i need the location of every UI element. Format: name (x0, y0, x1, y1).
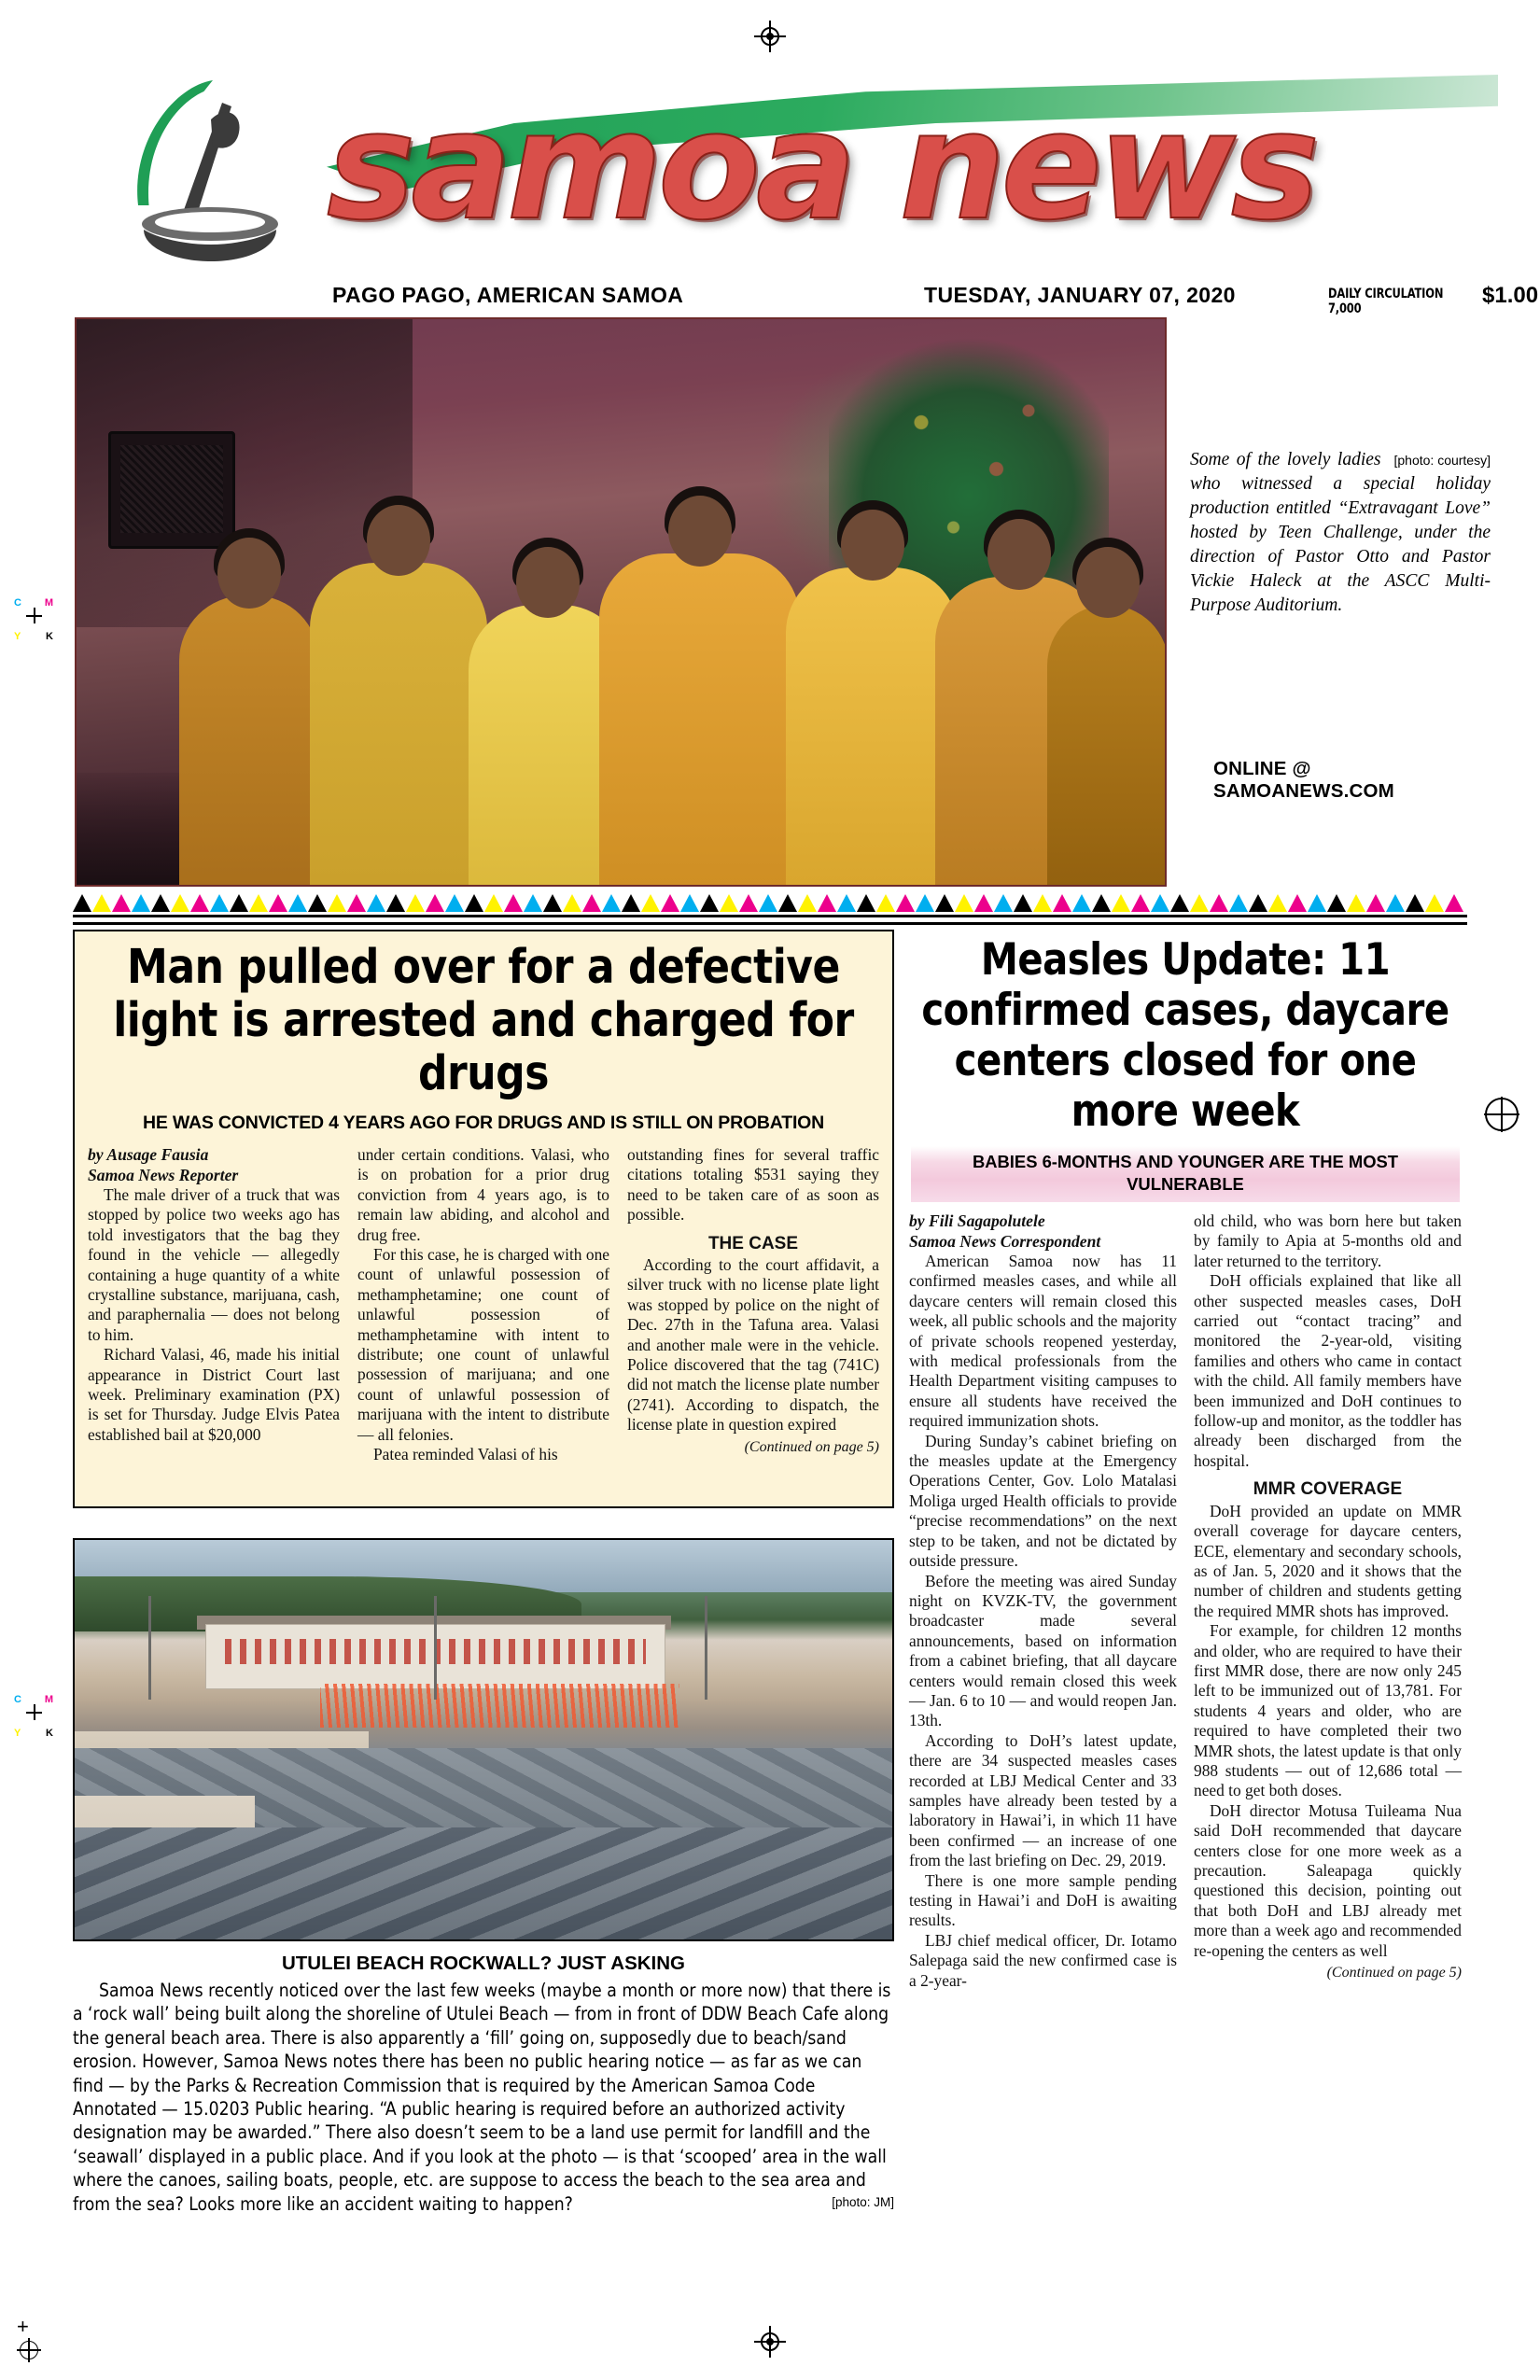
cmyk-triangle (837, 894, 856, 912)
cmyk-triangle (524, 894, 542, 912)
cmyk-triangle (955, 894, 973, 912)
cmyk-triangle (622, 894, 640, 912)
paragraph: under certain conditions. Valasi, who is on probation for a prior drug conviction from 4 years ago, is to remain law abiding, and alcohol and drug free. (357, 1145, 609, 1244)
story-right-section-subhead: MMR COVERAGE (1253, 1479, 1403, 1500)
cmyk-triangle (1268, 894, 1287, 912)
paragraph: Before the meeting was aired Sunday night on KVZK-TV, the government broadcaster made several announcements, based on information from a cabinet briefing, that all daycare centers would remain closed this week — Jan. 6 to 10 — and would reopen Jan. 13th. (909, 1571, 1177, 1730)
cmyk-triangle (445, 894, 464, 912)
story-left-continued[interactable]: (Continued on page 5) (744, 1438, 879, 1455)
daily-circulation: DAILY CIRCULATION 7,000 (1328, 287, 1444, 316)
paragraph: DoH provided an update on MMR overall coverage for daycare centers, ECE, elementary and secondary schools, as of Jan. 5, 2020 and it shows that the number of children and students getting the required MMR shots has improved. (1194, 1501, 1462, 1620)
cmyk-triangle (210, 894, 229, 912)
cyan-label: C (14, 597, 21, 609)
crosshair-icon (26, 1704, 42, 1720)
rule-above-headlines-2 (73, 922, 1467, 925)
cmyk-triangle (857, 894, 875, 912)
beach-photo-credit: [photo: JM] (832, 2195, 894, 2210)
cmyk-triangle (465, 894, 483, 912)
cmyk-triangle (563, 894, 581, 912)
cmyk-triangle (249, 894, 268, 912)
magenta-label: M (44, 1694, 53, 1705)
black-label: K (46, 1728, 53, 1739)
cmyk-triangle (876, 894, 895, 912)
paragraph: Richard Valasi, 46, made his initial appearance in District Court last week. Preliminary examination (PX) is set for Thursday. Judge Elvis Patea established bail at $20,000 (88, 1345, 340, 1444)
cmyk-triangle (504, 894, 523, 912)
cmyk-triangle (1131, 894, 1150, 912)
newspaper-title: samoa news (327, 78, 1315, 253)
lead-photo-credit: [photo: courtesy] (1393, 453, 1491, 468)
beach-caption-text: Samoa News recently noticed over the last few weeks (maybe a month or more now) that there is a ‘rock wall’ being built along the shoreline of Utulei Beach — from in front of DDW Beach Cafe along the general beach area. There is also apparently a ‘fill’ going on, supposedly due to beach/sand erosion. However, Samoa News notes there has been no public hearing notice — as far as we can find — by the Parks & Recreation Commission that is required by the American Samoa Code Annotated — 15.0203 Public hearing. “A public hearing is required before an authorized activity designation may be awarded.” There also doesn’t seem to be a land use permit for landfill and the ‘seawall’ displayed in a public place. And if you look at the photo — is that ‘scooped’ area in the wall where the canoes, sailing boats, people, etc. are suppose to access the beach to the sea area and from the sea? Looks more like an accident waiting to happen? (73, 1980, 891, 2215)
cmyk-triangle (269, 894, 287, 912)
cmyk-triangle (543, 894, 562, 912)
paragraph: For example, for children 12 months and older, who are required to have their first MMR dose, there are now only 245 left to be immunized out of 13,781. For students 4 years and older, who are required to have completed their two MMR shots, the latest update is that only 988 students — out of 12,686 total — need to get both doses. (1194, 1621, 1462, 1800)
story-right (903, 930, 1467, 2311)
cmyk-triangle (1327, 894, 1346, 912)
lead-photo (75, 317, 1167, 887)
cmyk-triangle (1347, 894, 1365, 912)
paragraph: The male driver of a truck that was stopped by police two weeks ago has told investigators that the bag they found in the vehicle — allegedly containing a huge quantity of a white crystalline substance, marijuana, cash, and paraphernalia — does not belong to him. (88, 1185, 340, 1344)
cmyk-triangle (641, 894, 660, 912)
story-right-column-2 (1194, 1211, 1462, 1991)
cmyk-triangle (230, 894, 248, 912)
paragraph: According to DoH’s latest update, there are 34 suspected measles cases recorded at LBJ Medical Center and 33 samples have already been tested by a laboratory in Hawai’i, in which 11 have been confirmed — an increase of one from the last briefing on Dec. 29, 2019. (909, 1730, 1177, 1870)
lead-photo-caption-text: Some of the lovely ladies who witnessed a special holiday production entitled “Extravagant Love” hosted by Teen Challenge, under the direction of Pastor Otto and Pastor Vickie Haleck at the ASCC Multi-Purpose Auditorium. (1190, 450, 1491, 615)
story-left-subhead: HE WAS CONVICTED 4 YEARS AGO FOR DRUGS AND IS STILL ON PROBATION (142, 1113, 825, 1133)
cmyk-triangle (1229, 894, 1248, 912)
story-right-continued[interactable]: (Continued on page 5) (1326, 1965, 1462, 1981)
cmyk-triangle (1092, 894, 1111, 912)
cmyk-triangle (1112, 894, 1130, 912)
cmyk-triangle (151, 894, 170, 912)
cmyk-triangle (347, 894, 366, 912)
paragraph: American Samoa now has 11 confirmed measles cases, and while all daycare centers will remain closed this week, all public schools and the majority of private schools reopened yesterday, with medical professionals from the Health Department visiting campuses to ensure all students have received the required immunization shots. (909, 1252, 1177, 1431)
paragraph: There is one more sample pending testing in Hawai’i and DoH is awaiting results. (909, 1870, 1177, 1930)
cmyk-triangle (1288, 894, 1307, 912)
cmyk-triangle (798, 894, 817, 912)
cmyk-triangle (602, 894, 621, 912)
story-left-column-2 (357, 1145, 609, 1465)
story-left-column-3 (627, 1145, 879, 1465)
beach-photo (73, 1538, 894, 1941)
story-right-byline-author: by Fili Sagapolutele (909, 1211, 1045, 1230)
cmyk-triangle (778, 894, 797, 912)
story-right-byline-role: Samoa News Correspondent (909, 1231, 1101, 1251)
registration-mark-top (754, 21, 786, 52)
paragraph: During Sunday’s cabinet briefing on the measles update at the Emergency Operations Center, Gov. Lolo Matalasi Moliga urged Health officials to provide “precise recommendations” on the next step to be taken, and not be dictated by outside pressure. (909, 1431, 1177, 1571)
cmyk-triangle (1445, 894, 1463, 912)
cmyk-triangle (739, 894, 758, 912)
cmyk-triangle (916, 894, 934, 912)
cmyk-triangle (994, 894, 1013, 912)
cyan-label: C (14, 1694, 21, 1705)
cmyk-triangle (818, 894, 836, 912)
cmyk-triangle (328, 894, 346, 912)
nameplate (327, 65, 1503, 280)
publication-city: PAGO PAGO, AMERICAN SAMOA (332, 283, 684, 307)
story-right-column-1 (909, 1211, 1177, 1991)
cmyk-triangle (386, 894, 405, 912)
paragraph: Patea reminded Valasi of his (373, 1445, 558, 1464)
online-url: ONLINE @ SAMOANEWS.COM (1213, 758, 1394, 802)
cmyk-triangle (1072, 894, 1091, 912)
story-left-column-1 (88, 1145, 340, 1465)
cmyk-triangle (759, 894, 777, 912)
beach-caption-headline: UTULEI BEACH ROCKWALL? JUST ASKING (281, 1953, 685, 1974)
cmyk-triangle (661, 894, 679, 912)
cmyk-triangle (700, 894, 719, 912)
cmyk-triangle (1366, 894, 1385, 912)
samoa-news-canoe-logo-icon (121, 75, 327, 271)
cmyk-triangle (132, 894, 150, 912)
cmyk-triangle (720, 894, 738, 912)
story-left-section-subhead: THE CASE (707, 1233, 799, 1253)
story-right-headline[interactable]: Measles Update: 11 confirmed cases, daycare centers closed for one more week (921, 934, 1449, 1137)
story-right-subhead: BABIES 6-MONTHS AND YOUNGER ARE THE MOST VULNERABLE (911, 1146, 1460, 1202)
cmyk-triangle (1053, 894, 1071, 912)
black-label: K (46, 631, 53, 642)
cmyk-triangle (1406, 894, 1424, 912)
paragraph: For this case, he is charged with one count of unlawful possession of methamphetamine; one count of unlawful possession of methamphetamine with intent to distribute; one count of unlawful possession of marijuana; and one count of unlawful possession of marijuana with the intent to distribute — all felonies. (357, 1245, 609, 1444)
center-target-icon (1484, 1097, 1519, 1132)
magenta-label: M (44, 597, 53, 609)
cmyk-triangle (935, 894, 954, 912)
story-left-headline[interactable]: Man pulled over for a defective light is arrested and charged for drugs (113, 940, 854, 1101)
cmyk-triangle (974, 894, 993, 912)
paragraph: DoH officials explained that like all other suspected measles cases, DoH carried out “contact tracing” and monitored the 2-year-old, visiting families and others who came in contact with the child. All family members have been immunized and DoH continues to follow-up and monitor, as the toddler has already been discharged from the hospital. (1194, 1271, 1462, 1470)
paragraph: According to the court affidavit, a silver truck with no license plate light was stopped by police on the night of Dec. 27th in the Tafuna area. Valasi and another male were in the vehicle. Police discovered that the tag (741C) did not match the license plate number (2741). According to dispatch, the license plate in question expired (627, 1255, 879, 1435)
cmyk-triangle (308, 894, 327, 912)
cmyk-color-bar-top (14, 597, 53, 642)
cmyk-triangle (1210, 894, 1228, 912)
cmyk-triangle (367, 894, 385, 912)
beach-caption-block (73, 1953, 894, 2215)
publication-date: TUESDAY, JANUARY 07, 2020 (924, 283, 1236, 307)
dateline-bar (56, 280, 1539, 316)
story-left-byline-role: Samoa News Reporter (88, 1165, 239, 1184)
crosshair-icon (26, 608, 42, 623)
cmyk-triangle (1014, 894, 1032, 912)
cmyk-triangle (1170, 894, 1189, 912)
cmyk-triangle (73, 894, 91, 912)
cmyk-triangle (1190, 894, 1209, 912)
story-left (73, 930, 894, 1508)
paragraph: old child, who was born here but taken by family to Apia at 5-months old and later returned to the territory. (1194, 1211, 1462, 1270)
cmyk-triangle (426, 894, 444, 912)
lead-photo-caption (1190, 448, 1491, 618)
paragraph: DoH director Motusa Tuileama Nua said DoH recommended that daycare centers close for one more week as a precaution. Saleapaga quickly questioned this decision, pointing out that both DoH and LBJ already met more than a week ago and recommended re-opening the centers as well (1194, 1800, 1462, 1960)
cmyk-triangle (1151, 894, 1169, 912)
yellow-label: Y (14, 1728, 21, 1739)
cmyk-triangle-strip (73, 894, 1467, 913)
masthead (56, 56, 1493, 289)
cmyk-triangle (582, 894, 601, 912)
cmyk-triangle (92, 894, 111, 912)
cmyk-triangle (112, 894, 131, 912)
cmyk-triangle (1308, 894, 1326, 912)
yellow-label: Y (14, 631, 21, 642)
cmyk-color-bar-bottom (14, 1694, 53, 1739)
cmyk-triangle (1425, 894, 1444, 912)
cmyk-triangle (171, 894, 189, 912)
corner-plus-mark: + (17, 2315, 29, 2338)
cmyk-triangle (896, 894, 915, 912)
cmyk-triangle (406, 894, 425, 912)
cmyk-triangle (484, 894, 503, 912)
cmyk-triangle (288, 894, 307, 912)
cmyk-triangle (1386, 894, 1405, 912)
cmyk-triangle (1249, 894, 1267, 912)
rule-above-headlines (73, 915, 1467, 917)
cover-price: $1.00 (1482, 283, 1539, 308)
cmyk-triangle (190, 894, 209, 912)
story-left-byline-author: by Ausage Fausia (88, 1145, 209, 1164)
cmyk-triangle (1033, 894, 1052, 912)
paragraph: outstanding fines for several traffic citations totaling $531 saying they need to be taken care of as soon as possible. (627, 1145, 879, 1225)
cmyk-triangle (680, 894, 699, 912)
paragraph: LBJ chief medical officer, Dr. Iotamo Salepaga said the new confirmed case is a 2-year- (909, 1930, 1177, 1990)
lead-photo-caption-block (1190, 448, 1491, 618)
corner-target-icon (17, 2338, 41, 2362)
registration-mark-bottom (754, 2326, 786, 2358)
